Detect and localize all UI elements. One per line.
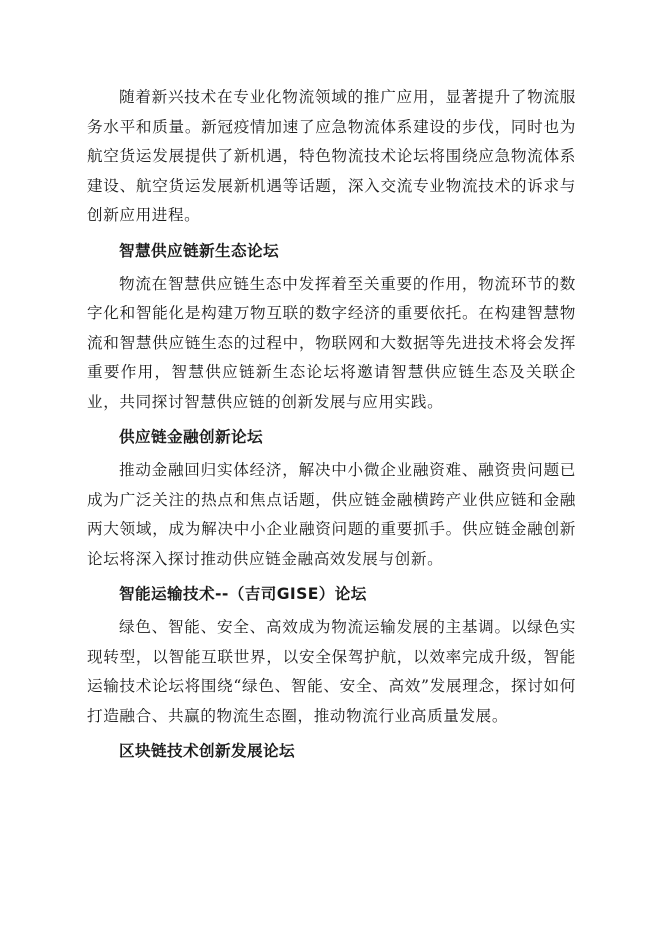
- section-body-supply-chain-finance: 推动金融回归实体经济，解决中小微企业融资难、融资贵问题已成为广泛关注的热点和焦点话题，供应链金融横跨产业供应链和金融两大领域，成为解决中小企业融资问题的重要抓手。供应链金融创新论坛将深入探讨推动供应链金融高效发展与创新。: [87, 461, 576, 568]
- section-heading-smart-supply-chain: 智慧供应链新生态论坛: [119, 241, 279, 260]
- section-heading-blockchain: 区块链技术创新发展论坛: [119, 742, 295, 760]
- section-body-smart-supply-chain: 物流在智慧供应链生态中发挥着至关重要的作用，物流环节的数字化和智能化是构建万物互联的数字经济的重要依托。在构建智慧物流和智慧供应链生态的过程中，物联网和大数据等先进技术将会发挥重要作用，智慧供应链新生态论坛将邀请智慧供应链生态及关联企业，共同探讨智慧供应链的创新发展与应用实践。: [87, 274, 576, 411]
- section-heading-supply-chain-finance: 供应链金融创新论坛: [119, 428, 263, 446]
- section-body-intelligent-transport: 绿色、智能、安全、高效成为物流运输发展的主基调。以绿色实现转型，以智能互联世界，以安全保驾护航，以效率完成升级，智能运输技术论坛将围绕“绿色、智能、安全、高效”发展理念，探讨如何打造融合、共赢的物流生态圈，推动物流行业高质量发展。: [87, 618, 576, 725]
- section-heading-intelligent-transport: 智能运输技术--（吉司GISE）论坛: [119, 585, 367, 603]
- intro-paragraph: 随着新兴技术在专业化物流领域的推广应用，显著提升了物流服务水平和质量。新冠疫情加速了应急物流体系建设的步伐，同时也为航空货运发展提供了新机遇，特色物流技术论坛将围绕应急物流体系建设、航空货运发展新机遇等话题，深入交流专业物流技术的诉求与创新应用进程。: [87, 88, 576, 224]
